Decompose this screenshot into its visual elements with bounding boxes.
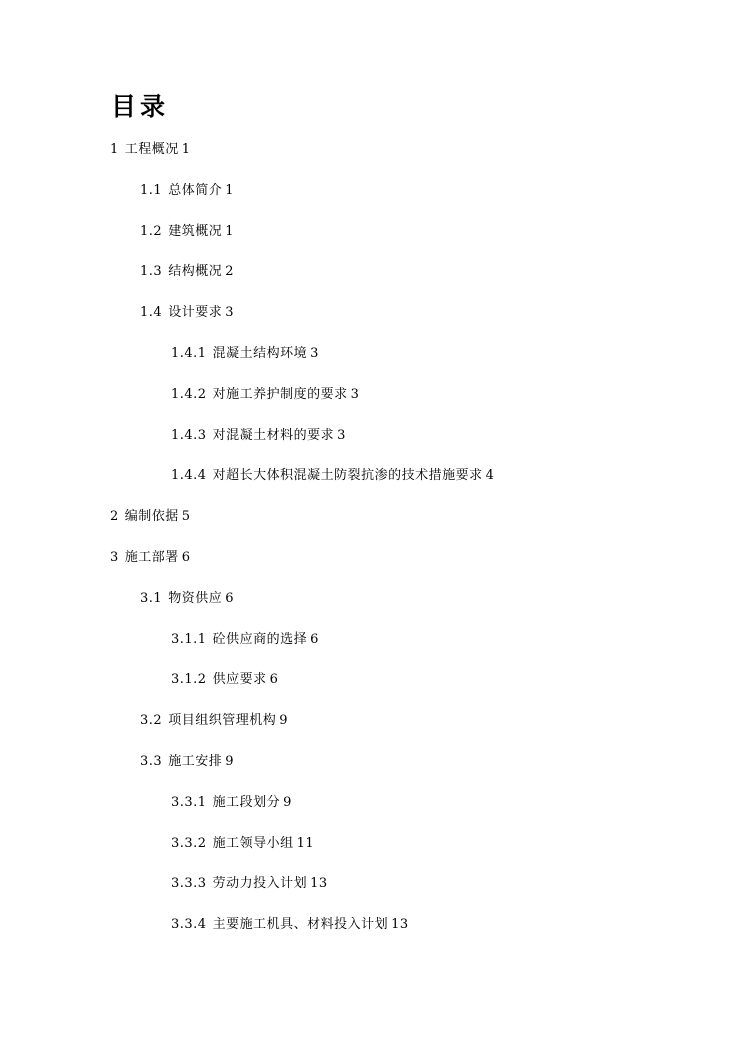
toc-entry-page: 1 bbox=[225, 182, 234, 198]
toc-entry-number: 3.1.2 bbox=[171, 672, 207, 688]
toc-title: 目录 bbox=[111, 92, 170, 121]
toc-entry-number: 3.1.1 bbox=[171, 631, 207, 647]
toc-entry-text: 施工安排 bbox=[168, 753, 223, 769]
toc-entry-text: 编制依据 bbox=[124, 509, 179, 525]
toc-entry-page: 3 bbox=[350, 386, 360, 402]
toc-entry[interactable] bbox=[0, 463, 744, 504]
toc-entry[interactable] bbox=[0, 667, 744, 708]
toc-entry-text: 砼供应商的选择 bbox=[212, 631, 308, 647]
toc-list bbox=[0, 137, 744, 953]
toc-entry-page: 6 bbox=[310, 631, 319, 647]
toc-entry-number: 3.3.1 bbox=[171, 794, 207, 810]
toc-entry-page: 9 bbox=[225, 753, 234, 769]
toc-entry-number: 1.4 bbox=[140, 305, 163, 321]
toc-entry-text: 对超长大体积混凝土防裂抗渗的技术措施要求 bbox=[212, 468, 483, 484]
toc-entry-text: 混凝土结构环境 bbox=[212, 345, 308, 361]
toc-entry[interactable] bbox=[0, 586, 744, 627]
toc-entry[interactable] bbox=[0, 259, 744, 300]
toc-entry-text: 对施工养护制度的要求 bbox=[212, 386, 348, 402]
toc-entry-text: 结构概况 bbox=[168, 264, 223, 280]
toc-entry-text: 项目组织管理机构 bbox=[168, 713, 277, 729]
toc-entry-number: 1.4.2 bbox=[171, 386, 207, 402]
toc-entry-page: 9 bbox=[283, 794, 292, 810]
toc-entry[interactable] bbox=[0, 912, 744, 953]
toc-entry-number: 3.3.4 bbox=[171, 917, 207, 933]
toc-entry-page: 6 bbox=[269, 672, 279, 688]
toc-entry-text: 设计要求 bbox=[168, 305, 223, 321]
toc-entry-number: 3.3 bbox=[140, 753, 163, 769]
toc-entry-text: 主要施工机具、材料投入计划 bbox=[212, 917, 389, 933]
toc-entry-text: 劳动力投入计划 bbox=[212, 876, 308, 892]
toc-entry-page: 4 bbox=[485, 468, 495, 484]
toc-entry-number: 3 bbox=[110, 549, 119, 565]
toc-entry[interactable] bbox=[0, 708, 744, 749]
toc-entry-page: 3 bbox=[337, 427, 346, 443]
toc-entry-page: 1 bbox=[225, 223, 234, 239]
toc-entry-text: 施工领导小组 bbox=[212, 835, 294, 851]
toc-entry-number: 1.2 bbox=[140, 223, 163, 239]
toc-entry-page: 1 bbox=[181, 142, 191, 157]
toc-entry-text: 建筑概况 bbox=[168, 223, 223, 239]
toc-entry[interactable] bbox=[0, 178, 744, 219]
toc-entry-page: 6 bbox=[181, 549, 191, 565]
toc-entry-number: 1.4.4 bbox=[171, 468, 207, 484]
toc-entry-number: 3.2 bbox=[140, 713, 163, 729]
toc-entry-page: 9 bbox=[279, 713, 288, 729]
toc-entry-number: 1.4.3 bbox=[171, 427, 207, 443]
toc-entry-number: 3.3.2 bbox=[171, 835, 207, 851]
toc-entry[interactable] bbox=[0, 137, 744, 178]
toc-entry[interactable] bbox=[0, 749, 744, 790]
toc-entry-page: 13 bbox=[310, 876, 328, 892]
toc-entry-text: 供应要求 bbox=[212, 672, 267, 688]
toc-entry-page: 11 bbox=[296, 835, 315, 851]
toc-entry-page: 6 bbox=[225, 590, 234, 606]
toc-entry-text: 物资供应 bbox=[168, 590, 223, 606]
toc-entry-text: 对混凝土材料的要求 bbox=[212, 427, 335, 443]
toc-entry-number: 1.3 bbox=[140, 264, 163, 280]
toc-entry-page: 3 bbox=[225, 305, 234, 321]
toc-entry-number: 1.1 bbox=[140, 182, 163, 198]
toc-entry[interactable] bbox=[0, 545, 744, 586]
toc-entry[interactable] bbox=[0, 423, 744, 464]
toc-entry-page: 5 bbox=[181, 509, 191, 525]
toc-entry[interactable] bbox=[0, 341, 744, 382]
toc-entry-text: 工程概况 bbox=[124, 142, 179, 157]
toc-entry-text: 施工部署 bbox=[124, 549, 179, 565]
toc-entry-number: 1 bbox=[110, 142, 119, 157]
toc-entry[interactable] bbox=[0, 627, 744, 668]
toc-entry[interactable] bbox=[0, 831, 744, 872]
toc-entry-number: 3.3.3 bbox=[171, 876, 207, 892]
toc-entry[interactable] bbox=[0, 790, 744, 831]
toc-entry-page: 3 bbox=[310, 345, 319, 361]
toc-entry-number: 3.1 bbox=[140, 590, 163, 606]
toc-entry[interactable] bbox=[0, 382, 744, 423]
toc-entry[interactable] bbox=[0, 219, 744, 260]
toc-entry[interactable] bbox=[0, 504, 744, 545]
toc-entry-text: 总体简介 bbox=[168, 182, 223, 198]
toc-entry[interactable] bbox=[0, 871, 744, 912]
toc-entry-page: 2 bbox=[225, 264, 234, 280]
toc-entry-number: 2 bbox=[110, 509, 119, 525]
toc-entry-number: 1.4.1 bbox=[171, 345, 207, 361]
toc-entry[interactable] bbox=[0, 300, 744, 341]
toc-entry-text: 施工段划分 bbox=[212, 794, 281, 810]
toc-entry-page: 13 bbox=[391, 917, 409, 933]
